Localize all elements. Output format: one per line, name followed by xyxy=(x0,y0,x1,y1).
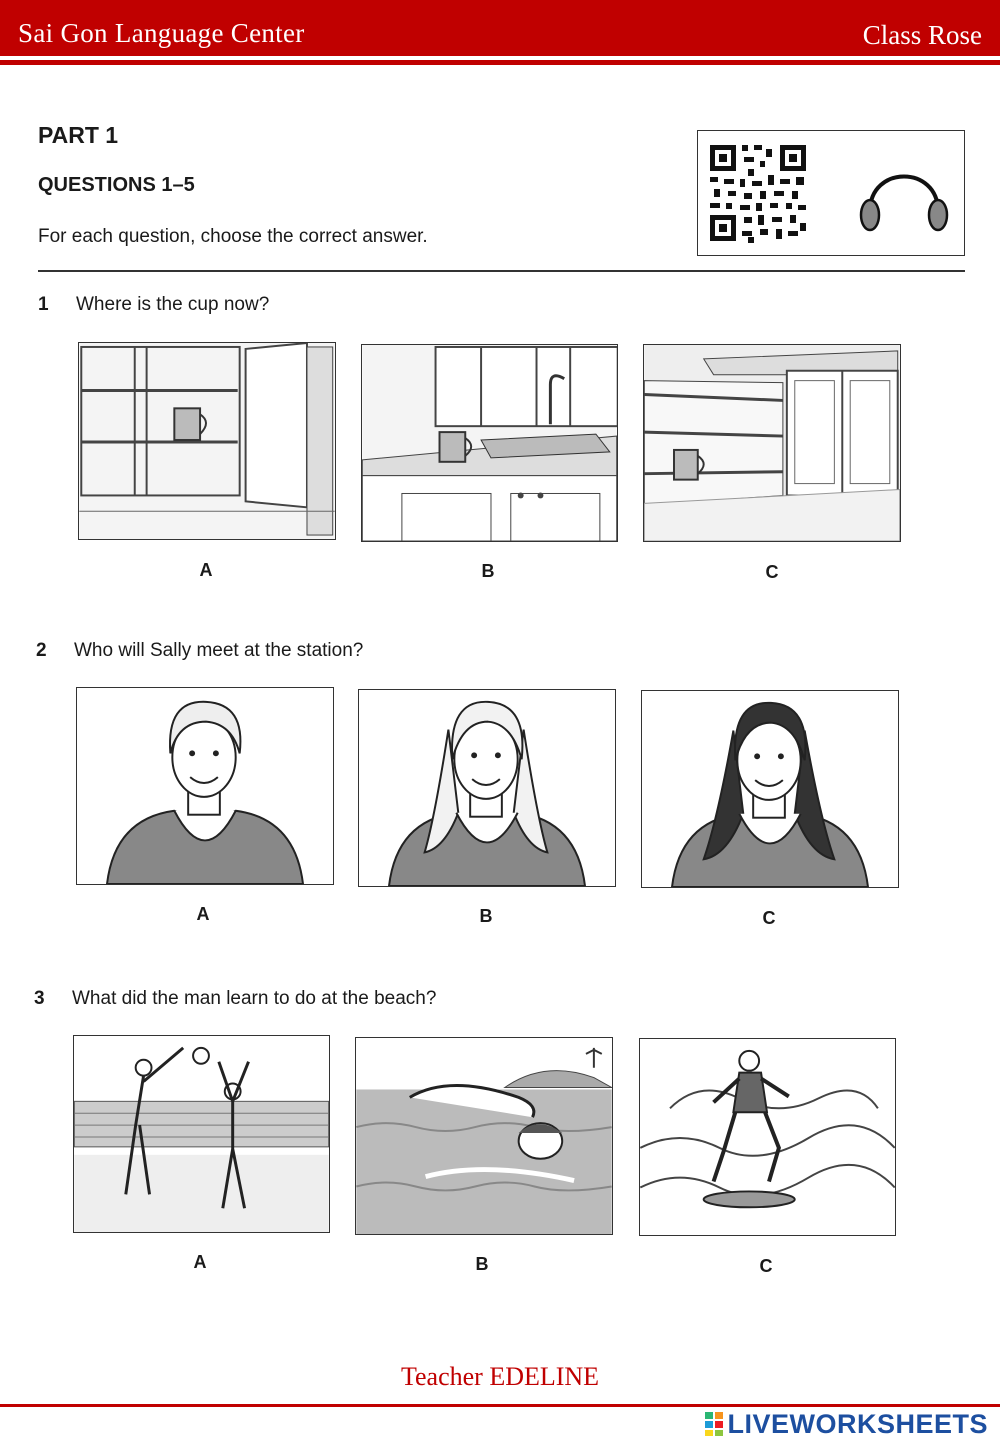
qr-code-icon[interactable] xyxy=(708,141,808,245)
part-title: PART 1 xyxy=(38,122,119,148)
brand-name: LIVEWORKSHEETS xyxy=(727,1408,988,1439)
footer-divider xyxy=(0,1404,1000,1407)
option-label: C xyxy=(762,908,776,928)
option-label: B xyxy=(481,561,495,581)
question-number: 3 xyxy=(34,988,45,1009)
questions-range: QUESTIONS 1–5 xyxy=(38,174,195,196)
option-image-cup-on-shelf[interactable] xyxy=(643,344,901,542)
option-label: C xyxy=(765,562,779,582)
option-label: A xyxy=(193,1252,207,1272)
teacher-name: Teacher EDELINE xyxy=(400,1362,600,1391)
question-number: 1 xyxy=(38,294,49,315)
option-image-surfing[interactable] xyxy=(639,1038,896,1236)
option-label: A xyxy=(199,560,213,580)
instruction-text: For each question, choose the correct answer. xyxy=(38,226,428,247)
option-label: A xyxy=(196,904,210,924)
option-image-woman-short-hair[interactable] xyxy=(76,687,334,885)
page-header xyxy=(0,0,1000,56)
question-text: Where is the cup now? xyxy=(76,294,270,315)
option-image-woman-long-dark-hair[interactable] xyxy=(641,690,899,888)
headphones-icon xyxy=(856,155,952,239)
option-label: C xyxy=(759,1256,773,1276)
option-image-cup-in-cupboard[interactable] xyxy=(78,342,336,540)
section-rule xyxy=(38,270,965,272)
option-image-woman-long-blonde-hair[interactable] xyxy=(358,689,616,887)
audio-box xyxy=(697,130,965,256)
liveworksheets-logo[interactable] xyxy=(704,1408,988,1440)
question-text: What did the man learn to do at the beach? xyxy=(72,988,437,1009)
question-text: Who will Sally meet at the station? xyxy=(74,640,364,661)
header-divider xyxy=(0,60,1000,65)
class-name: Class Rose xyxy=(862,20,982,50)
option-label: B xyxy=(475,1254,489,1274)
option-image-beach-volleyball[interactable] xyxy=(73,1035,330,1233)
option-image-cup-by-sink[interactable] xyxy=(361,344,618,542)
question-number: 2 xyxy=(36,640,47,661)
center-name: Sai Gon Language Center xyxy=(18,18,305,48)
option-label: B xyxy=(479,906,493,926)
liveworksheets-logo-icon xyxy=(704,1411,724,1437)
option-image-swimming[interactable] xyxy=(355,1037,613,1235)
